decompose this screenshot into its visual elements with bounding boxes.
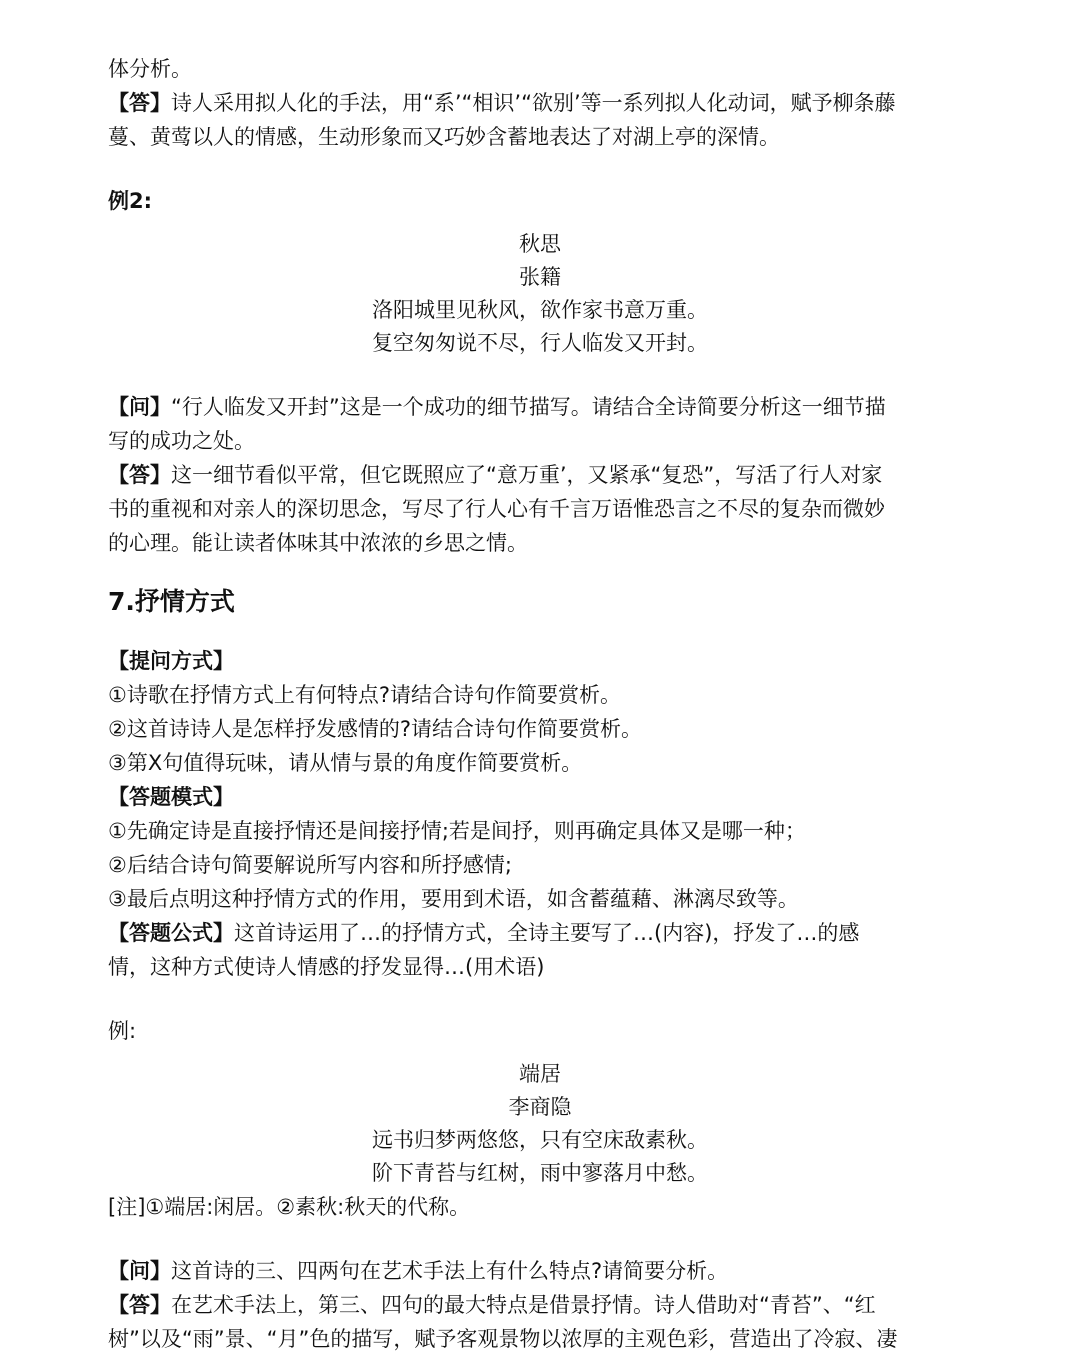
poem-author: 张籍 — [519, 265, 561, 289]
question-text: 这首诗的三、四两句在艺术手法上有什么特点?请简要分析。 — [171, 1259, 729, 1283]
poem-line: 复空匆匆说不尽，行人临发又开封。 — [372, 331, 708, 355]
ask-header: 【提问方式】 — [108, 649, 234, 673]
poem-line: 洛阳城里见秋风，欲作家书意万重。 — [372, 298, 708, 322]
text-line: 体分析。 — [108, 57, 192, 81]
formula-tag: 【答题公式】 — [108, 921, 234, 945]
answer-tag: 【答】 — [108, 91, 171, 115]
poem-note: [注]①端居:闲居。②素秋:秋天的代称。 — [108, 1195, 471, 1219]
example-label: 例2: — [108, 189, 153, 213]
formula-paragraph — [108, 916, 972, 950]
answer-text: 这一细节看似平常，但它既照应了“意万重’，又紧承“复恐”，写活了行人对家 — [171, 463, 883, 487]
list-item: ②这首诗诗人是怎样抒发感情的?请结合诗句作简要赏析。 — [108, 717, 642, 741]
answer-text: 的心理。能让读者体味其中浓浓的乡思之情。 — [108, 531, 528, 555]
poem-line: 阶下青苔与红树，雨中寥落月中愁。 — [372, 1161, 708, 1185]
answer-paragraph — [108, 458, 972, 492]
example-label: 例: — [108, 1019, 137, 1043]
question-text: “行人临发又开封”这是一个成功的细节描写。请结合全诗简要分析这一细节描 — [171, 395, 886, 419]
answer-text: 在艺术手法上，第三、四句的最大特点是借景抒情。诗人借助对“青苔”、“红 — [171, 1293, 876, 1317]
poem-author: 李商隐 — [508, 1095, 572, 1119]
answer-tag: 【答】 — [108, 1293, 171, 1317]
question-paragraph — [108, 1254, 972, 1288]
list-item: ②后结合诗句简要解说所写内容和所抒感情; — [108, 853, 512, 877]
mode-header: 【答题模式】 — [108, 785, 234, 809]
formula-text: 这首诗运用了…的抒情方式，全诗主要写了…(内容)，抒发了…的感 — [234, 921, 860, 945]
list-item: ①先确定诗是直接抒情还是间接抒情;若是间抒，则再确定具体又是哪一种； — [108, 819, 806, 843]
answer-text: 蔓、黄莺以人的情感，生动形象而又巧妙含蓄地表达了对湖上亭的深情。 — [108, 125, 780, 149]
question-paragraph — [108, 390, 972, 424]
answer-text: 树”以及“雨”景、“月”色的描写，赋予客观景物以浓厚的主观色彩，营造出了冷寂、凄 — [108, 1327, 898, 1351]
answer-text: 诗人采用拟人化的手法，用“系’“相识’“欲别’等一系列拟人化动词，赋予柳条藤 — [171, 91, 896, 115]
poem-title: 秋思 — [519, 232, 561, 256]
list-item: ③最后点明这种抒情方式的作用，要用到术语，如含蓄蕴藉、淋漓尽致等。 — [108, 887, 799, 911]
poem-title: 端居 — [519, 1062, 561, 1086]
section-heading: 7.抒情方式 — [108, 587, 235, 616]
answer-tag: 【答】 — [108, 463, 171, 487]
answer-text: 书的重视和对亲人的深切思念，写尽了行人心有千言万语惟恐言之不尽的复杂而微妙 — [108, 497, 885, 521]
question-tag: 【问】 — [108, 395, 171, 419]
poem-line: 远书归梦两悠悠，只有空床敌素秋。 — [372, 1128, 708, 1152]
question-tag: 【问】 — [108, 1259, 171, 1283]
answer-paragraph — [108, 1288, 972, 1322]
answer-paragraph — [108, 86, 972, 120]
formula-text: 情，这种方式使诗人情感的抒发显得…(用术语) — [108, 955, 545, 979]
list-item: ③第X句值得玩味，请从情与景的角度作简要赏析。 — [108, 751, 583, 775]
list-item: ①诗歌在抒情方式上有何特点?请结合诗句作简要赏析。 — [108, 683, 621, 707]
question-text: 写的成功之处。 — [108, 429, 255, 453]
